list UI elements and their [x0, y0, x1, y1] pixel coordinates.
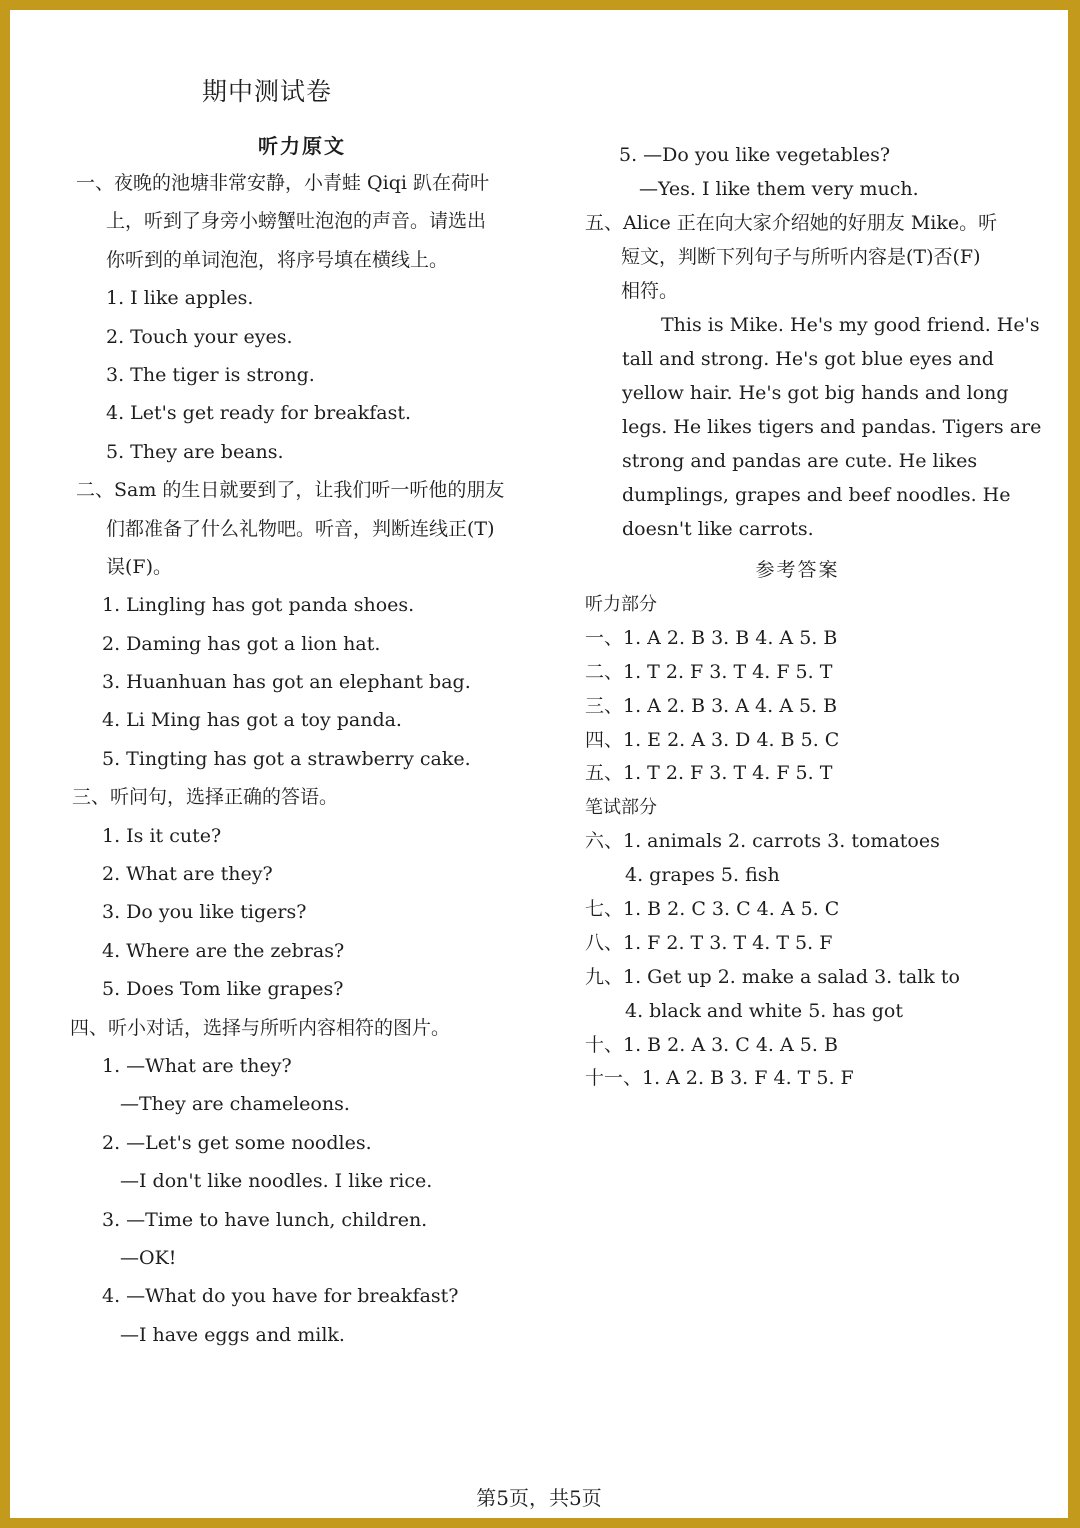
page-footer: 第5页，共5页: [476, 1486, 602, 1510]
part2-instruction: 们都准备了什么礼物吧。听音，判断连线正(T): [106, 517, 495, 540]
passage-text: legs. He likes tigers and pandas. Tigers are: [622, 416, 1042, 438]
answer-line: 二、1. T 2. F 3. T 4. F 5. T: [585, 660, 833, 683]
part1-item: 4. Let's get ready for breakfast.: [106, 402, 412, 425]
answer-line: 十、1. B 2. A 3. C 4. A 5. B: [585, 1033, 838, 1056]
part1-instruction: 上，听到了身旁小螃蟹吐泡泡的声音。请选出: [106, 210, 487, 233]
dialogue-line: —I don't like noodles. I like rice.: [120, 1170, 433, 1193]
dialogue-line: 3. —Time to have lunch, children.: [102, 1208, 428, 1231]
answer-line: 三、1. A 2. B 3. A 4. A 5. B: [585, 694, 838, 717]
answer-line: 十一、1. A 2. B 3. F 4. T 5. F: [585, 1067, 854, 1090]
right-column: [585, 138, 1042, 1096]
dialogue-line: —I have eggs and milk.: [120, 1323, 345, 1346]
left-column: [62, 128, 542, 1354]
part3-instruction: 三、听问句，选择正确的答语。: [72, 786, 339, 809]
passage-line: [585, 342, 1010, 376]
answers-title: 参考答案: [755, 559, 840, 581]
answers: [585, 588, 1010, 1096]
part1-item: 5. They are beans.: [106, 440, 284, 463]
part2-item: 2. Daming has got a lion hat.: [102, 632, 381, 655]
dialogue-line: 2. —Let's get some noodles.: [102, 1131, 372, 1154]
passage-line: [585, 376, 1010, 410]
answer-line: 六、1. animals 2. carrots 3. tomatoes: [585, 830, 940, 853]
passage-text: doesn't like carrots.: [622, 518, 814, 540]
writing-answers-heading: 笔试部分: [585, 797, 657, 819]
listening-script-title: 听力原文: [258, 134, 346, 158]
passage-text: This is Mike. He's my good friend. He's: [661, 314, 1040, 336]
dialogue-line: —They are chameleons.: [120, 1093, 350, 1116]
dialogue-line: —Yes. I like them very much.: [639, 178, 919, 200]
answer-line: 九、1. Get up 2. make a salad 3. talk to: [585, 965, 960, 988]
answer-line: 五、1. T 2. F 3. T 4. F 5. T: [585, 762, 833, 785]
part1-instruction: 一、夜晚的池塘非常安静，小青蛙 Qiqi 趴在荷叶: [76, 172, 489, 194]
part1-item: 3. The tiger is strong.: [106, 363, 315, 386]
dialogue-line: 4. —What do you have for breakfast?: [102, 1285, 459, 1308]
part3-item: 5. Does Tom like grapes?: [102, 978, 344, 1001]
dialogue-line: 1. —What are they?: [102, 1054, 292, 1077]
passage-line: [585, 512, 1010, 546]
exam-title: 期中测试卷: [202, 77, 333, 106]
passage-line: [585, 478, 1010, 512]
answer-line: 七、1. B 2. C 3. C 4. A 5. C: [585, 898, 840, 921]
passage-text: yellow hair. He's got big hands and long: [622, 382, 1009, 404]
dialogue-line: 5. —Do you like vegetables?: [619, 144, 891, 166]
part5-instruction: 五、Alice 正在向大家介绍她的好朋友 Mike。听: [585, 212, 998, 234]
passage-line: [585, 410, 1042, 444]
part3-item: 2. What are they?: [102, 863, 273, 886]
part2-item: 5. Tingting has got a strawberry cake.: [102, 747, 471, 770]
part2-instruction: 误(F)。: [106, 555, 173, 578]
part5-instruction: 相符。: [621, 280, 679, 302]
part4-instruction: 四、听小对话，选择与所听内容相符的图片。: [70, 1016, 451, 1039]
answer-line: 4. grapes 5. fish: [625, 864, 780, 887]
passage-text: tall and strong. He's got blue eyes and: [622, 348, 994, 370]
part3-item: 4. Where are the zebras?: [102, 939, 345, 962]
passage-line: [585, 308, 1040, 342]
answer-line: 4. black and white 5. has got: [625, 999, 903, 1022]
part2-item: 4. Li Ming has got a toy panda.: [102, 709, 402, 732]
page: [10, 10, 1068, 1518]
part1-item: 1. I like apples.: [106, 287, 254, 310]
passage-text: strong and pandas are cute. He likes: [622, 450, 978, 472]
part1-instruction: 你听到的单词泡泡，将序号填在横线上。: [106, 248, 449, 271]
answer-line: 四、1. E 2. A 3. D 4. B 5. C: [585, 728, 840, 751]
part3-item: 1. Is it cute?: [102, 824, 222, 847]
passage: [585, 308, 1042, 546]
part2-item: 1. Lingling has got panda shoes.: [102, 594, 415, 617]
answer-line: 八、1. F 2. T 3. T 4. T 5. F: [585, 931, 833, 954]
part2-item: 3. Huanhuan has got an elephant bag.: [102, 671, 471, 694]
part5-instruction: 短文，判断下列句子与所听内容是(T)否(F): [621, 246, 981, 268]
part1-item: 2. Touch your eyes.: [106, 325, 293, 348]
passage-line: [585, 444, 1010, 478]
dialogue-line: —OK!: [120, 1246, 177, 1269]
part2-instruction: 二、Sam 的生日就要到了，让我们听一听他的朋友: [76, 479, 505, 502]
part3-item: 3. Do you like tigers?: [102, 901, 307, 924]
answer-line: 一、1. A 2. B 3. B 4. A 5. B: [585, 626, 838, 649]
passage-text: dumplings, grapes and beef noodles. He: [622, 484, 1011, 506]
listening-answers-heading: 听力部分: [585, 594, 657, 615]
